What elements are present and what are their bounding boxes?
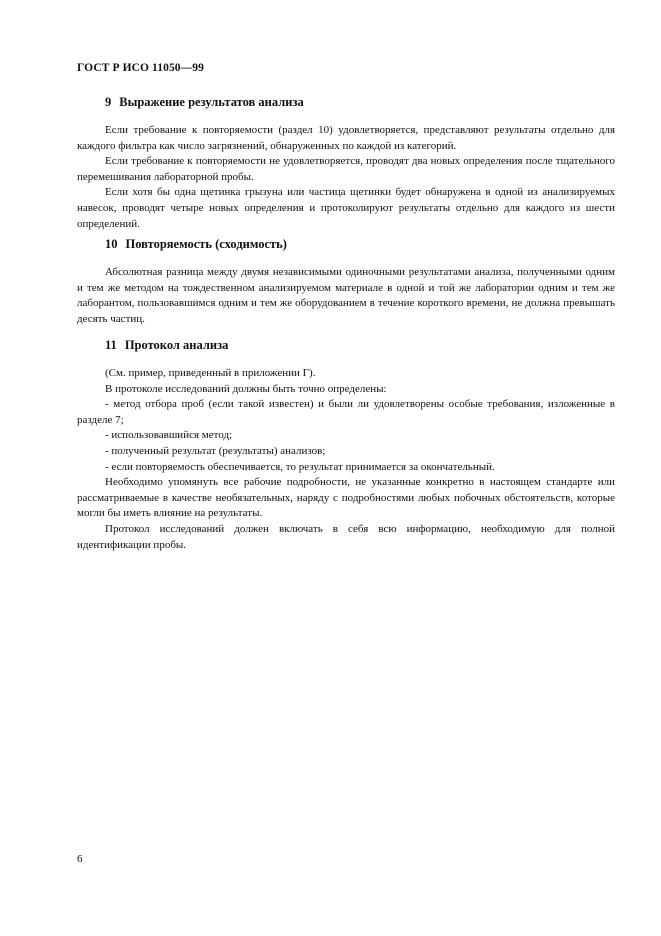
paragraph: Протокол исследований должен включать в себя всю информацию, необходимую для полной идентификации пробы. xyxy=(77,522,615,551)
list-item: - если повторяемость обеспечивается, то результат принимается за окончательный. xyxy=(105,460,495,473)
section-title: Повторяемость (сходимость) xyxy=(125,237,287,251)
section-number: 11 xyxy=(105,338,117,352)
list-item: - метод отбора проб (если такой известен) и были ли удовлетворены особые требования, изложенные в разделе 7; xyxy=(77,398,615,426)
section-number: 9 xyxy=(105,95,112,109)
paragraph: Если требование к повторяемости (раздел 10) удовлетворяется, представляют результаты отдельно для каждого фильтра как число загрязнений, обнаруженных по каждой из категорий. xyxy=(77,124,615,152)
section-heading xyxy=(105,95,615,110)
page-number: 6 xyxy=(77,853,83,865)
paragraph: Необходимо упомянуть все рабочие подробности, не указанные конкретно в настоящем стандарте или рассматриваемые в качестве необязательных, наряду с подробностями любых побочных обстоятельств, которые могли бы иметь влияние на результаты. xyxy=(77,476,615,520)
section-10 xyxy=(77,237,615,327)
paragraph: (См. пример, приведенный в приложении Г). xyxy=(105,367,316,379)
paragraph: Абсолютная разница между двумя независимыми одиночными результатами анализа, полученными одним и тем же методом на тождественном анализируемом материале в одной и той же лаборатории одним и тем же лаборантом, пользовавшимся одним и тем же оборудованием в течение короткого времени, не должна превышать десять частиц. xyxy=(77,266,615,325)
section-11 xyxy=(77,338,615,553)
document-header: ГОСТ Р ИСО 11050—99 xyxy=(77,62,204,74)
section-title: Протокол анализа xyxy=(124,338,229,352)
paragraph: Если хотя бы одна щетинка грызуна или частица щетинки будет обнаружена в одной из анализируемых навесок, проводят четыре новых определения и протоколируют результаты отдельно для каждого из шести определений. xyxy=(77,186,615,230)
section-heading xyxy=(105,338,615,353)
section-heading xyxy=(105,237,615,252)
list-item: - полученный результат (результаты) анализов; xyxy=(105,444,326,457)
paragraph: В протоколе исследований должны быть точно определены: xyxy=(105,382,387,395)
section-number: 10 xyxy=(105,237,118,251)
section-9 xyxy=(77,95,615,232)
section-title: Выражение результатов анализа xyxy=(119,95,304,109)
paragraph: Если требование к повторяемости не удовлетворяется, проводят два новых определения после тщательного перемешивания лабораторной пробы. xyxy=(77,155,615,183)
list-item: - использовавшийся метод; xyxy=(105,429,233,442)
